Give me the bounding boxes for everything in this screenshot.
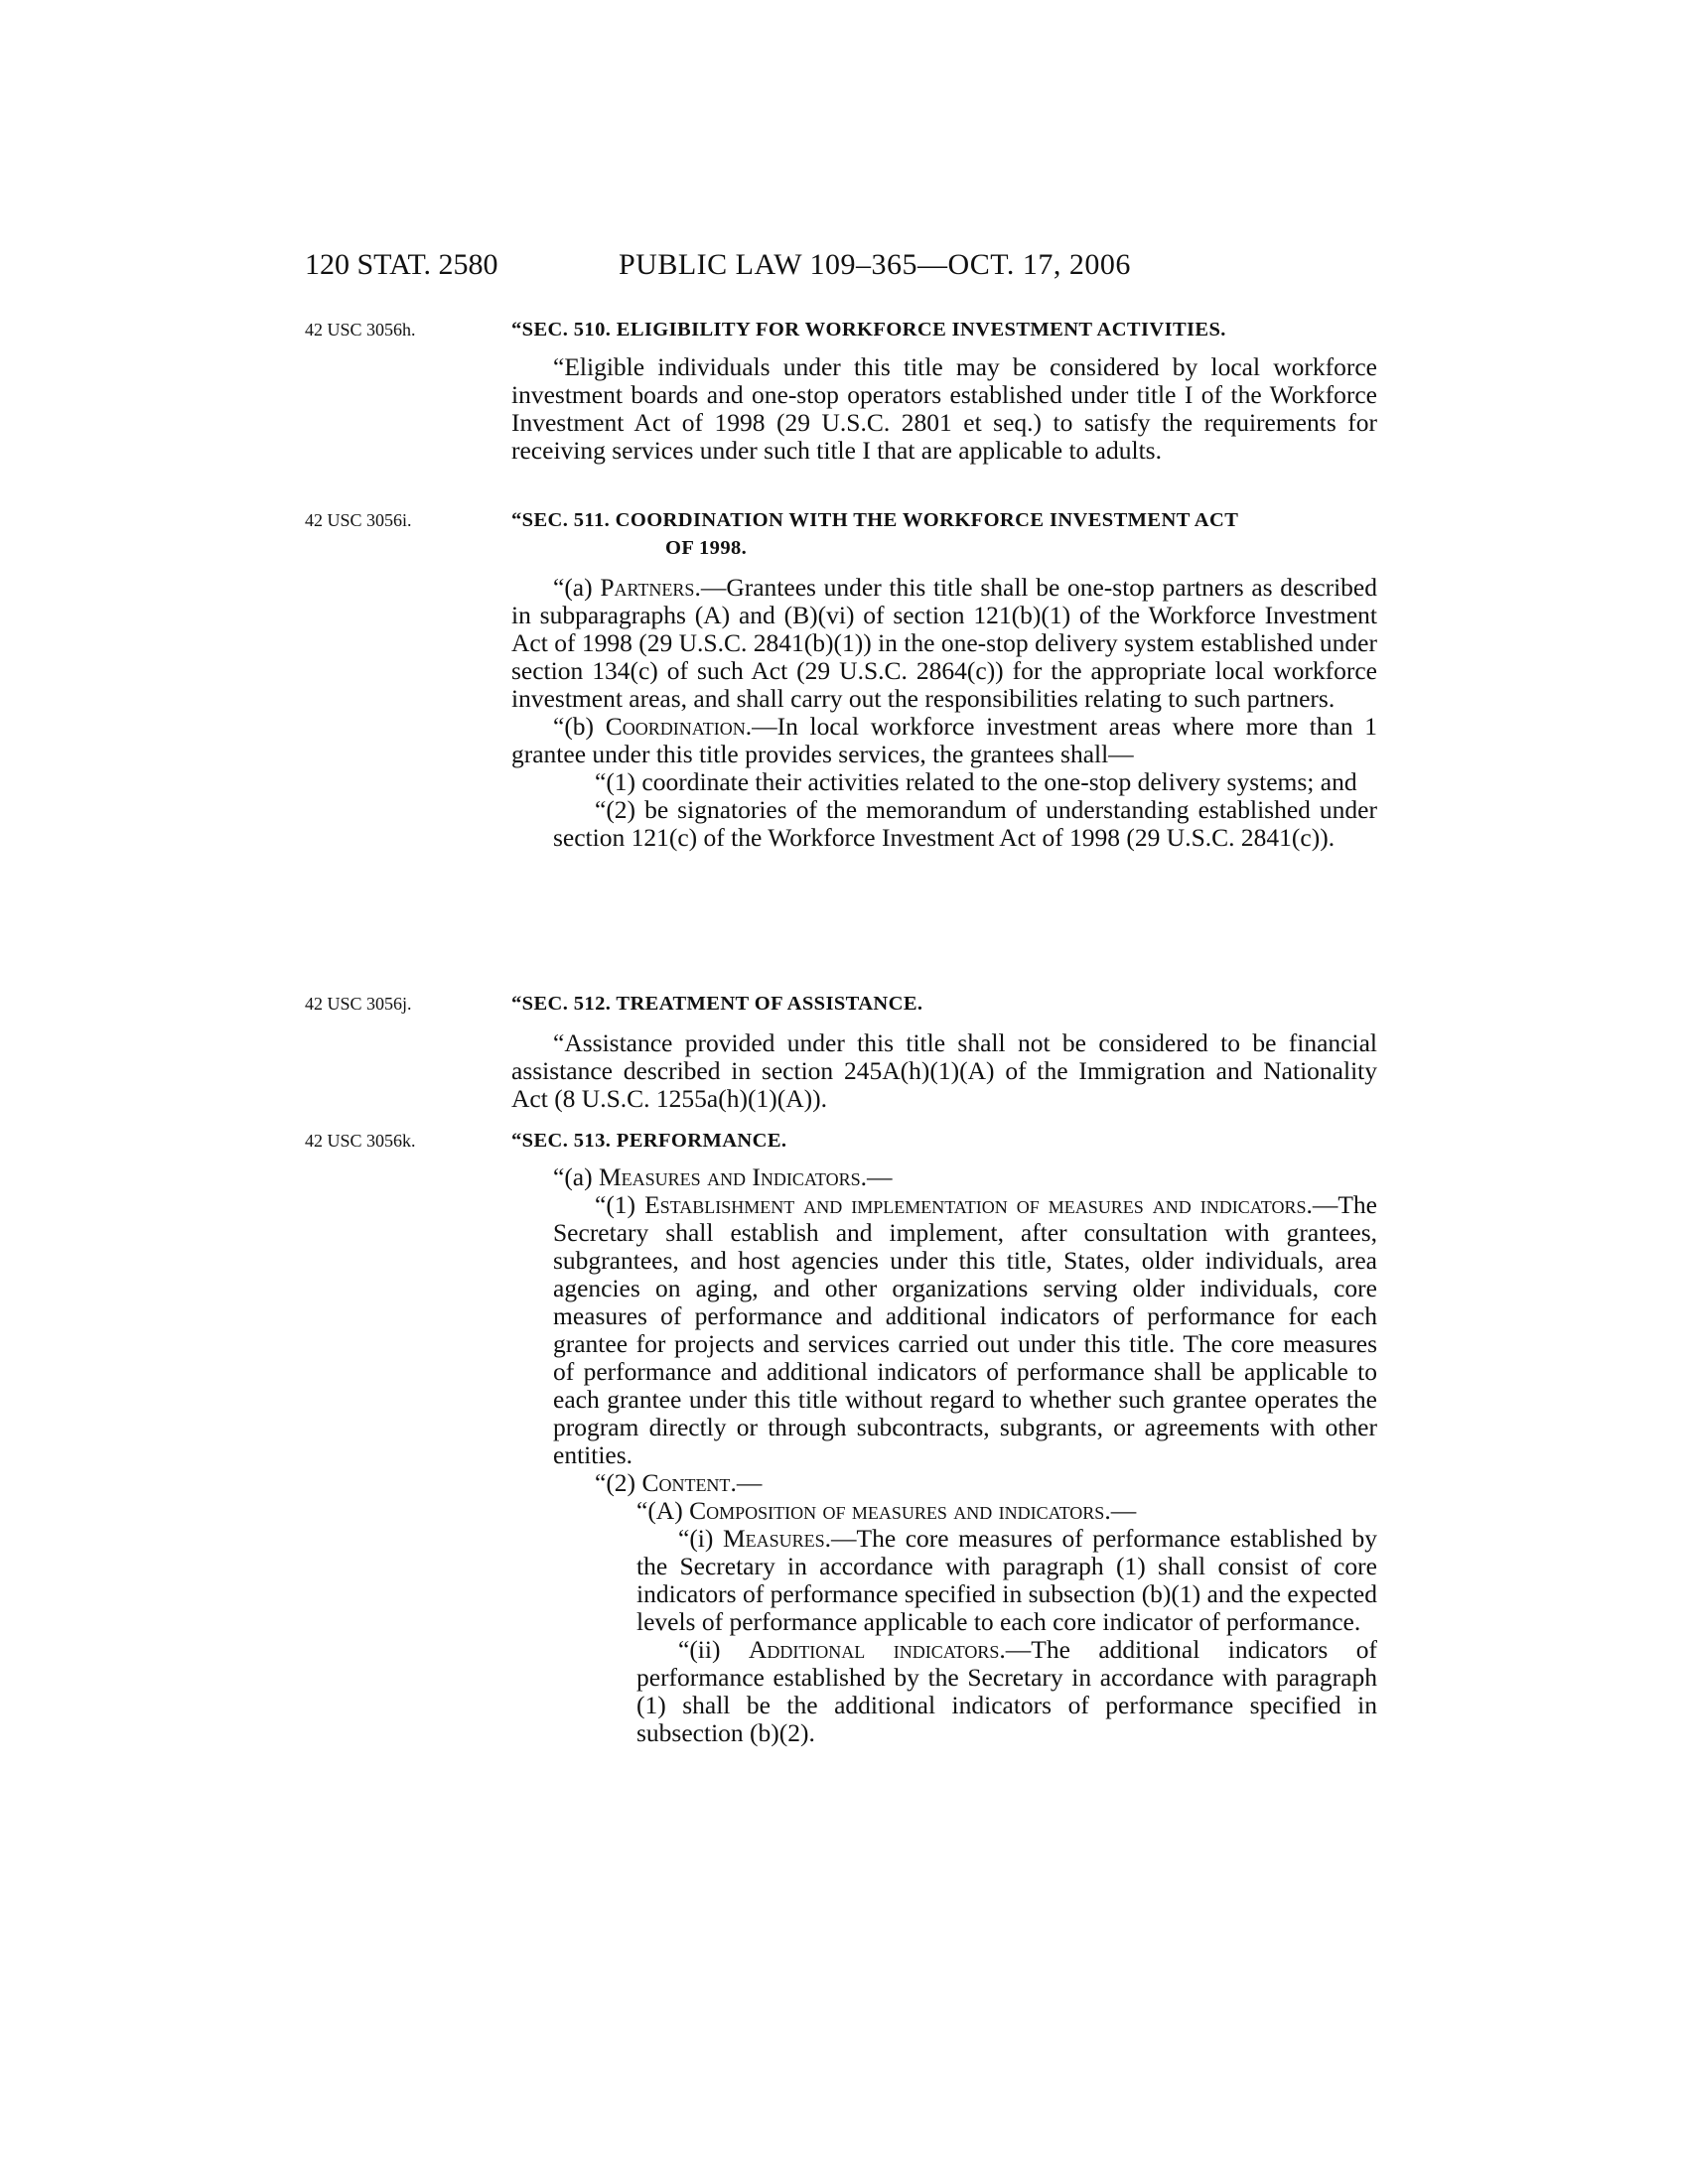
section-511-subsection-b bbox=[511, 713, 1377, 768]
section-511 bbox=[511, 506, 1377, 852]
margin-citation-513: 42 USC 3056k. bbox=[305, 1131, 416, 1151]
margin-citation-512: 42 USC 3056j. bbox=[305, 994, 412, 1014]
subsection-a-text: .—Grantees under this title shall be one-stop partners as described in subparagraphs (A) and (B)(vi) of section 121(b)(1) of the Workforce Investment Act of 1998 (29 U.S.C. 2841(b)(1)) in the one-stop delivery system established under section 134(c) of such Act (29 U.S.C. 2864(c)) for the appropriate local workforce investment areas, and shall carry out the responsibilities relating to such partners. bbox=[511, 573, 1377, 713]
page-header bbox=[305, 248, 1377, 288]
subsection-a-caption: Measures and Indicators bbox=[599, 1162, 861, 1191]
paragraph-1-caption: Establishment and implementation of measures and indicators bbox=[644, 1190, 1307, 1219]
section-511-heading-line1: “SEC. 511. COORDINATION WITH THE WORKFORCE INVESTMENT ACT bbox=[511, 509, 1239, 531]
section-511-paragraph-1: “(1) coordinate their activities related to the one-stop delivery systems; and bbox=[595, 767, 1357, 796]
subsection-a-caption: Partners bbox=[600, 573, 695, 602]
subparagraph-A-caption: Composition of measures and indicators bbox=[689, 1496, 1105, 1525]
statute-page-number: 120 STAT. 2580 bbox=[305, 248, 498, 281]
clause-i-caption: Measures bbox=[722, 1524, 825, 1553]
section-513-subsection-a bbox=[511, 1163, 1377, 1191]
subsection-b-label: “(b) bbox=[553, 712, 606, 741]
margin-citation-511: 42 USC 3056i. bbox=[305, 510, 412, 530]
subsection-b-text: .—In local workforce investment areas where more than 1 grantee under this title provides services, the grantees shall— bbox=[511, 712, 1377, 768]
paragraph-1-label: “(1) bbox=[595, 1190, 645, 1219]
paragraph-1-text: .—The Secretary shall establish and implement, after consultation with grantees, subgrantees, and host agencies under this title, States, older individuals, area agencies on aging, and other organizations serving older individuals, core measures of performance and additional indicators of performance for each grantee for projects and services carried out under this title. The core measures of performance and additional indicators of performance shall be applicable to each grantee under this title without regard to whether such grantee operates the program directly or through subcontracts, subgrants, or agreements with other entities. bbox=[553, 1190, 1377, 1469]
clause-i-text: .—The core measures of performance established by the Secretary in accordance with paragraph (1) shall consist of core indicators of performance specified in subsection (b)(1) and the expected levels of performance applicable to each core indicator of performance. bbox=[636, 1524, 1378, 1636]
margin-citation-510: 42 USC 3056h. bbox=[305, 320, 416, 340]
section-511-paragraph-2: “(2) be signatories of the memorandum of understanding established under section 121(c) of the Workforce Investment Act of 1998 (29 U.S.C. 2841(c)). bbox=[553, 795, 1377, 852]
subparagraph-A-dash: .— bbox=[1104, 1496, 1137, 1525]
section-513-clause-i bbox=[511, 1525, 1377, 1636]
section-512-body: “Assistance provided under this title shall not be considered to be financial assistance described in section 245A(h)(1)(A) of the Immigration and Nationality Act (8 U.S.C. 1255a(h)(1)(A)). bbox=[511, 1028, 1377, 1113]
section-511-heading-line2: OF 1998. bbox=[665, 537, 748, 559]
public-law-title: PUBLIC LAW 109–365—OCT. 17, 2006 bbox=[619, 248, 1131, 281]
clause-ii-label: “(ii) bbox=[678, 1635, 749, 1664]
section-513-subparagraph-A bbox=[511, 1497, 1377, 1525]
subsection-a-label: “(a) bbox=[553, 1162, 599, 1191]
section-512-heading: “SEC. 512. TREATMENT OF ASSISTANCE. bbox=[511, 993, 923, 1015]
clause-ii-caption: Additional indicators bbox=[748, 1635, 1000, 1664]
subparagraph-A-label: “(A) bbox=[636, 1496, 690, 1525]
section-513-paragraph-2 bbox=[511, 1469, 1377, 1497]
subsection-a-dash: .— bbox=[860, 1162, 893, 1191]
paragraph-2-caption: Content bbox=[641, 1468, 731, 1497]
subsection-b-caption: Coordination bbox=[605, 712, 746, 741]
section-513-clause-ii bbox=[511, 1636, 1377, 1747]
section-511-subsection-a bbox=[511, 574, 1377, 713]
section-512 bbox=[511, 990, 1377, 1113]
section-513-heading: “SEC. 513. PERFORMANCE. bbox=[511, 1130, 787, 1152]
section-510-heading: “SEC. 510. ELIGIBILITY FOR WORKFORCE INVESTMENT ACTIVITIES. bbox=[511, 319, 1226, 341]
paragraph-2-dash: .— bbox=[730, 1468, 763, 1497]
paragraph-2-label: “(2) bbox=[595, 1468, 642, 1497]
section-510-body: “Eligible individuals under this title may be considered by local workforce investment boards and one-stop operators established under title I of the Workforce Investment Act of 1998 (29 U.S.C. 2801 et seq.) to satisfy the requirements for receiving services under such title I that are applicable to adults. bbox=[511, 352, 1377, 465]
section-511-heading bbox=[511, 506, 1377, 562]
clause-ii-text: .—The additional indicators of performance established by the Secretary in accordance with paragraph (1) shall be the additional indicators of performance specified in subsection (b)(2). bbox=[636, 1635, 1377, 1747]
section-510 bbox=[511, 316, 1377, 465]
subsection-a-label: “(a) bbox=[553, 573, 601, 602]
section-513 bbox=[511, 1127, 1377, 1747]
clause-i-label: “(i) bbox=[678, 1524, 723, 1553]
section-513-paragraph-1 bbox=[511, 1191, 1377, 1469]
